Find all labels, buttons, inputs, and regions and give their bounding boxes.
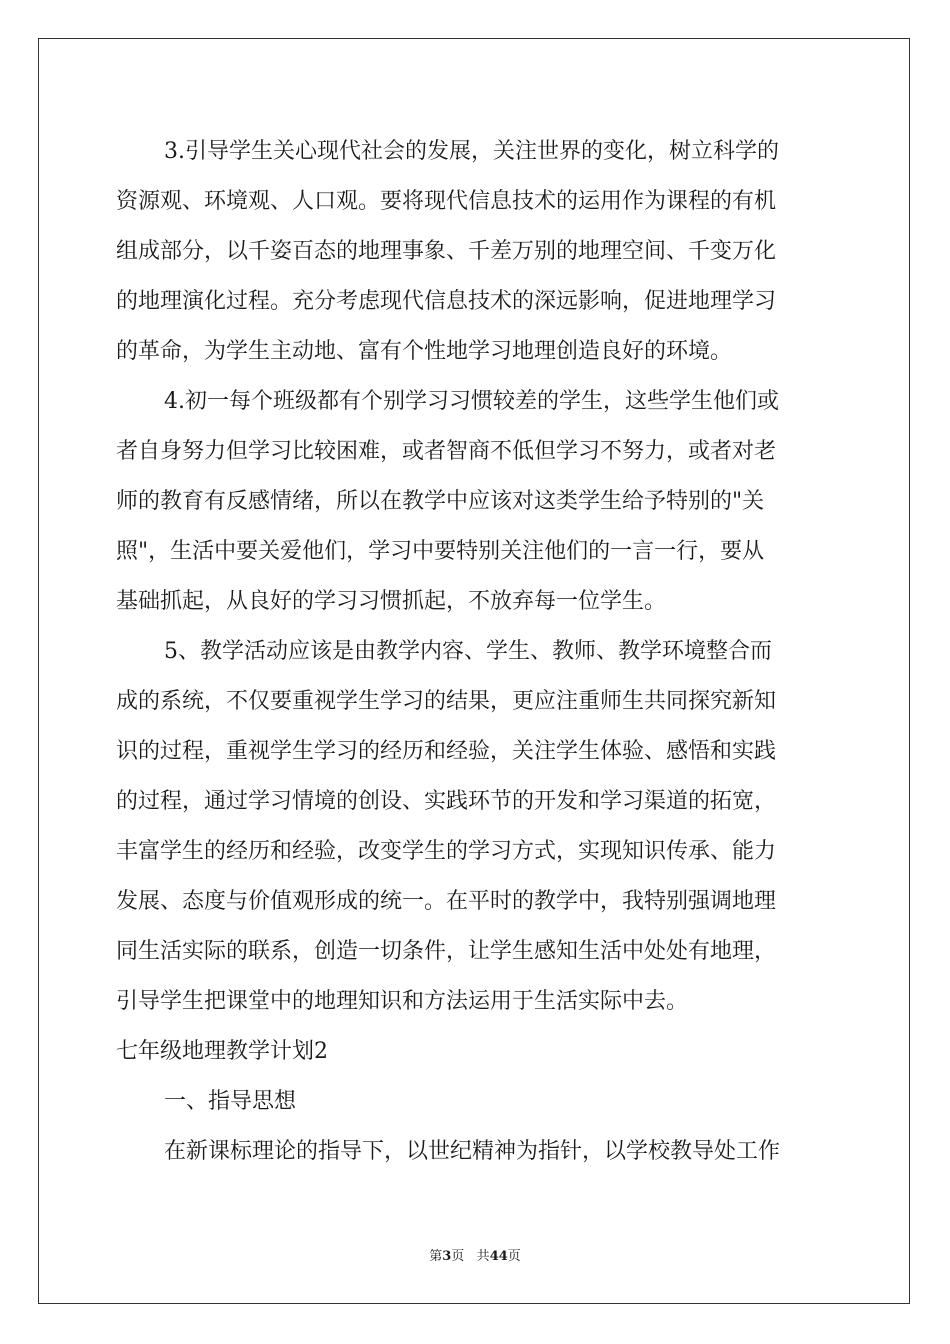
paragraph-line: 资源观、环境观、人口观。要将现代信息技术的运用作为课程的有机	[116, 189, 777, 214]
paragraph-line: 发展、态度与价值观形成的统一。在平时的教学中，我特别强调地理	[116, 889, 777, 914]
paragraph-line: 者自身努力但学习比较困难，或者智商不低但学习不努力，或者对老	[116, 439, 777, 464]
paragraph-line: 识的过程，重视学生学习的经历和经验，关注学生体验、感悟和实践	[116, 739, 777, 764]
footer-page-suffix: 页	[451, 1249, 465, 1264]
paragraph-line: 在新课标理论的指导下，以世纪精神为指针，以学校教导处工作	[164, 1139, 781, 1164]
paragraph-line: 的过程，通过学习情境的创设、实践环节的开发和学习渠道的拓宽，	[116, 789, 777, 814]
paragraph-line: 成的系统，不仅要重视学生学习的结果，更应注重师生共同探究新知	[116, 689, 777, 714]
footer-total-suffix: 页	[507, 1249, 521, 1264]
paragraph-line: 3.引导学生关心现代社会的发展，关注世界的变化，树立科学的	[164, 139, 779, 164]
paragraph-line: 同生活实际的联系，创造一切条件，让学生感知生活中处处有地理，	[116, 939, 777, 964]
paragraph-line: 5、教学活动应该是由教学内容、学生、教师、教学环境整合而	[164, 639, 772, 664]
current-page-number: 3	[442, 1249, 452, 1264]
paragraph-line: 4.初一每个班级都有个别学习习惯较差的学生，这些学生他们或	[164, 389, 779, 414]
section-title: 七年级地理教学计划2	[116, 1039, 328, 1064]
paragraph-line: 的革命，为学生主动地、富有个性地学习地理创造良好的环境。	[116, 339, 733, 364]
paragraph-line: 师的教育有反感情绪，所以在教学中应该对这类学生给予特别的"关	[116, 489, 765, 514]
paragraph-line: 引导学生把课堂中的地理知识和方法运用于生活实际中去。	[116, 989, 689, 1014]
paragraph-line: 组成部分，以千姿百态的地理事象、千差万别的地理空间、千变万化	[116, 239, 777, 264]
footer-prefix: 第	[429, 1249, 443, 1264]
paragraph-line: 的地理演化过程。充分考虑现代信息技术的深远影响，促进地理学习	[116, 289, 777, 314]
total-page-count: 44	[489, 1249, 508, 1264]
paragraph-line: 基础抓起，从良好的学习习惯抓起，不放弃每一位学生。	[116, 589, 667, 614]
footer-total-prefix: 共	[476, 1249, 490, 1264]
subheading: 一、指导思想	[164, 1089, 297, 1114]
paragraph-line: 丰富学生的经历和经验，改变学生的学习方式，实现知识传承、能力	[116, 839, 777, 864]
document-body	[116, 127, 836, 1177]
page-footer	[0, 1249, 950, 1265]
paragraph-line: 照"，生活中要关爱他们，学习中要特别关注他们的一言一行，要从	[116, 539, 765, 564]
